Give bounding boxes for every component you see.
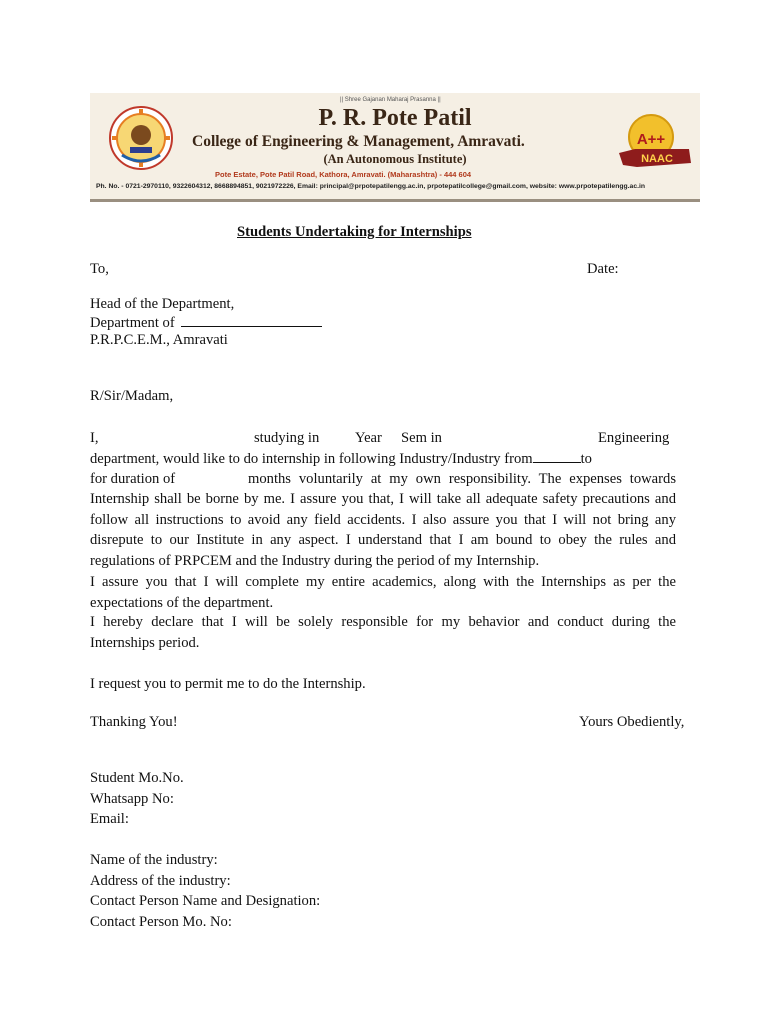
recipient-line-2 [90, 315, 322, 332]
p1-line-1-e: Engineering [598, 430, 670, 446]
p1-line-1-c: Year [355, 430, 382, 446]
industry-address-field: Address of the industry: [90, 873, 231, 889]
to-label: To, [90, 261, 109, 277]
p1-line-1-b: studying in [254, 430, 320, 446]
department-label: Department of [90, 315, 175, 331]
whatsapp-field: Whatsapp No: [90, 791, 174, 807]
college-contact: Ph. No. - 0721-2970110, 9322604312, 8668894851, 9021972226, Email: principal@prpotepatilengg.ac.in, prpotepatilcollege@gmail.com, website: www.prpotepatilengg.ac.in [96, 183, 646, 190]
autonomous-label: (An Autonomous Institute) [323, 152, 467, 166]
naac-label: NAAC [641, 153, 673, 165]
recipient-line-1: Head of the Department, [90, 296, 235, 312]
thanks-line: Thanking You! [90, 714, 178, 730]
document-title: Students Undertaking for Internships [237, 224, 472, 240]
p1-line-2-to: to [580, 451, 592, 467]
p1-line-7: regulations of PRPCEM and the Industry during the period of my Internship. [90, 553, 540, 569]
student-mobile-field: Student Mo.No. [90, 770, 184, 786]
p1-line-3-b: months voluntarily at my own responsibility. The expenses towards [248, 471, 676, 487]
p1-line-3-a: for duration of [90, 471, 176, 487]
college-name: P. R. Pote Patil [318, 105, 472, 131]
closing-line: Yours Obediently, [579, 714, 685, 730]
request-line: I request you to permit me to do the Internship. [90, 676, 366, 692]
date-label: Date: [587, 261, 619, 277]
salutation: R/Sir/Madam, [90, 388, 174, 404]
p1-line-2 [90, 451, 592, 468]
p3-line-2: Internships period. [90, 635, 200, 651]
p1-line-5: follow all instructions to avoid any field accidents. I also assure you that I will not bring any [90, 512, 676, 528]
naac-badge-icon [617, 113, 693, 173]
industry-name-field: Name of the industry: [90, 852, 218, 868]
p1-line-1-d: Sem in [401, 430, 442, 446]
p1-line-4: Internship shall be borne by me. I assure you that, I will take all adequate safety precautions and [90, 491, 676, 507]
contact-person-field: Contact Person Name and Designation: [90, 893, 321, 909]
college-address: Pote Estate, Pote Patil Road, Kathora, Amravati. (Maharashtra) - 444 604 [215, 170, 472, 179]
tagline: || Shree Gajanan Maharaj Prasanna || [340, 97, 441, 103]
p1-line-2-text: department, would like to do internship in following Industry/Industry from [90, 451, 533, 467]
college-subtitle: College of Engineering & Management, Amravati. [192, 133, 525, 150]
naac-grade: A++ [636, 131, 666, 148]
p2-line-2: expectations of the department. [90, 595, 274, 611]
letterhead-banner [90, 93, 700, 202]
email-field: Email: [90, 811, 129, 827]
department-blank[interactable] [181, 326, 322, 327]
p3-line-1: I hereby declare that I will be solely responsible for my behavior and conduct during the [90, 614, 676, 630]
p1-line-6: disrepute to our Institute in any aspect. I understand that I am bound to obey the rules and [90, 532, 676, 548]
contact-mobile-field: Contact Person Mo. No: [90, 914, 232, 930]
p1-line-1-a: I, [90, 430, 99, 446]
from-date-blank[interactable] [533, 462, 581, 463]
p2-line-1: I assure you that I will complete my entire academics, along with the Internships as per the [90, 574, 676, 590]
recipient-line-3: P.R.P.C.E.M., Amravati [90, 332, 228, 348]
